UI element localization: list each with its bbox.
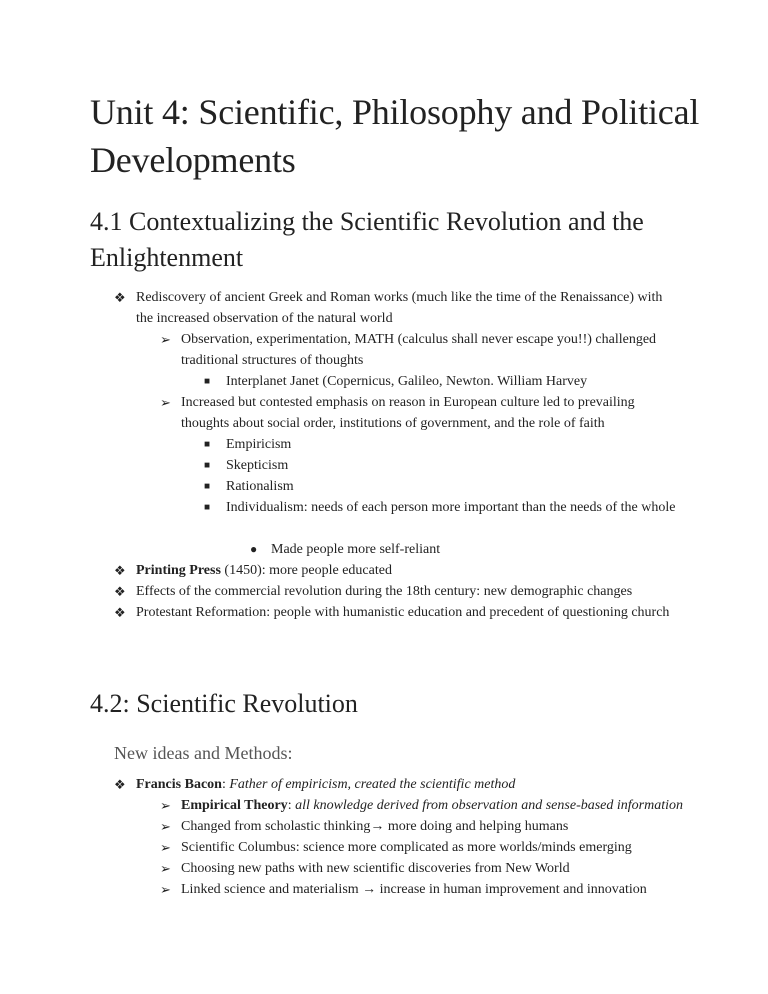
list-item-individualism: Individualism: needs of each person more important than the needs of the whole [226,500,676,515]
diamond-bullet-icon: ❖ [114,605,126,620]
arrow-bullet-icon: ➢ [160,882,171,897]
list-item-rediscovery: Rediscovery of ancient Greek and Roman works (much like the time of the Renaissance) with the increased observation of the natural world [136,290,663,326]
arrow-bullet-icon: ➢ [160,798,171,813]
square-bullet-icon: ■ [204,460,211,471]
printing-press-term: Printing Press [136,563,221,578]
list-item-reason: Increased but contested emphasis on reason in European culture led to prevailing thoughts about social order, institutions of government, and the role of faith [181,395,635,431]
list-item-self-reliant: Made people more self-reliant [271,542,441,557]
list-item-empirical-theory [181,795,741,816]
arrow-bullet-icon: ➢ [160,332,171,347]
arrow-bullet-icon: ➢ [160,840,171,855]
arrow-bullet-icon: ➢ [160,395,171,410]
list-item-skepticism: Skepticism [226,458,289,473]
list-item-protestant-reformation: Protestant Reformation: people with humanistic education and precedent of questioning church [136,605,670,620]
square-bullet-icon: ■ [204,439,211,450]
list-item-new-paths: Choosing new paths with new scientific discoveries from New World [181,861,570,876]
square-bullet-icon: ■ [204,376,211,387]
francis-bacon-term: Francis Bacon [136,777,222,792]
list-item-empiricism: Empiricism [226,437,292,452]
list-item-observation: Observation, experimentation, MATH (calculus shall never escape you!!) challenged traditional structures of thoughts [181,332,657,368]
list-item-rationalism: Rationalism [226,479,294,494]
empirical-theory-desc: all knowledge derived from observation and sense-based information [295,798,684,813]
list-item-scientific-columbus: Scientific Columbus: science more complicated as more worlds/minds emerging [181,840,632,855]
square-bullet-icon: ■ [204,502,211,513]
list-item-francis-bacon [136,774,716,795]
diamond-bullet-icon: ❖ [114,290,126,305]
section-heading-4-2: 4.2: Scientific Revolution [90,689,358,718]
list-item-commercial-revolution: Effects of the commercial revolution during the 18th century: new demographic changes [136,584,633,599]
empirical-theory-term: Empirical Theory [181,798,288,813]
empirical-theory-sep: : [287,798,296,813]
document-title: Unit 4: Scientific, Philosophy and Political Developments [90,92,700,180]
diamond-bullet-icon: ❖ [114,563,126,578]
arrow-bullet-icon: ➢ [160,819,171,834]
francis-bacon-desc: Father of empiricism, created the scientific method [229,777,516,792]
list-item-scholastic: Changed from scholastic thinking→ more doing and helping humans [181,819,569,834]
list-item-materialism: Linked science and materialism → increase in human improvement and innovation [181,882,647,897]
section-heading-4-1: 4.1 Contextualizing the Scientific Revolution and the Enlightenment [90,207,644,272]
printing-press-text: (1450): more people educated [220,563,392,578]
diamond-bullet-icon: ❖ [114,584,126,599]
francis-bacon-sep: : [221,777,230,792]
diamond-bullet-icon: ❖ [114,777,126,792]
list-item-interplanet: Interplanet Janet (Copernicus, Galileo, Newton. William Harvey [226,374,588,389]
arrow-bullet-icon: ➢ [160,861,171,876]
list-item-printing-press [136,560,392,581]
square-bullet-icon: ■ [204,481,211,492]
subsection-heading: New ideas and Methods: [114,743,293,763]
dot-bullet-icon: ● [250,542,258,556]
